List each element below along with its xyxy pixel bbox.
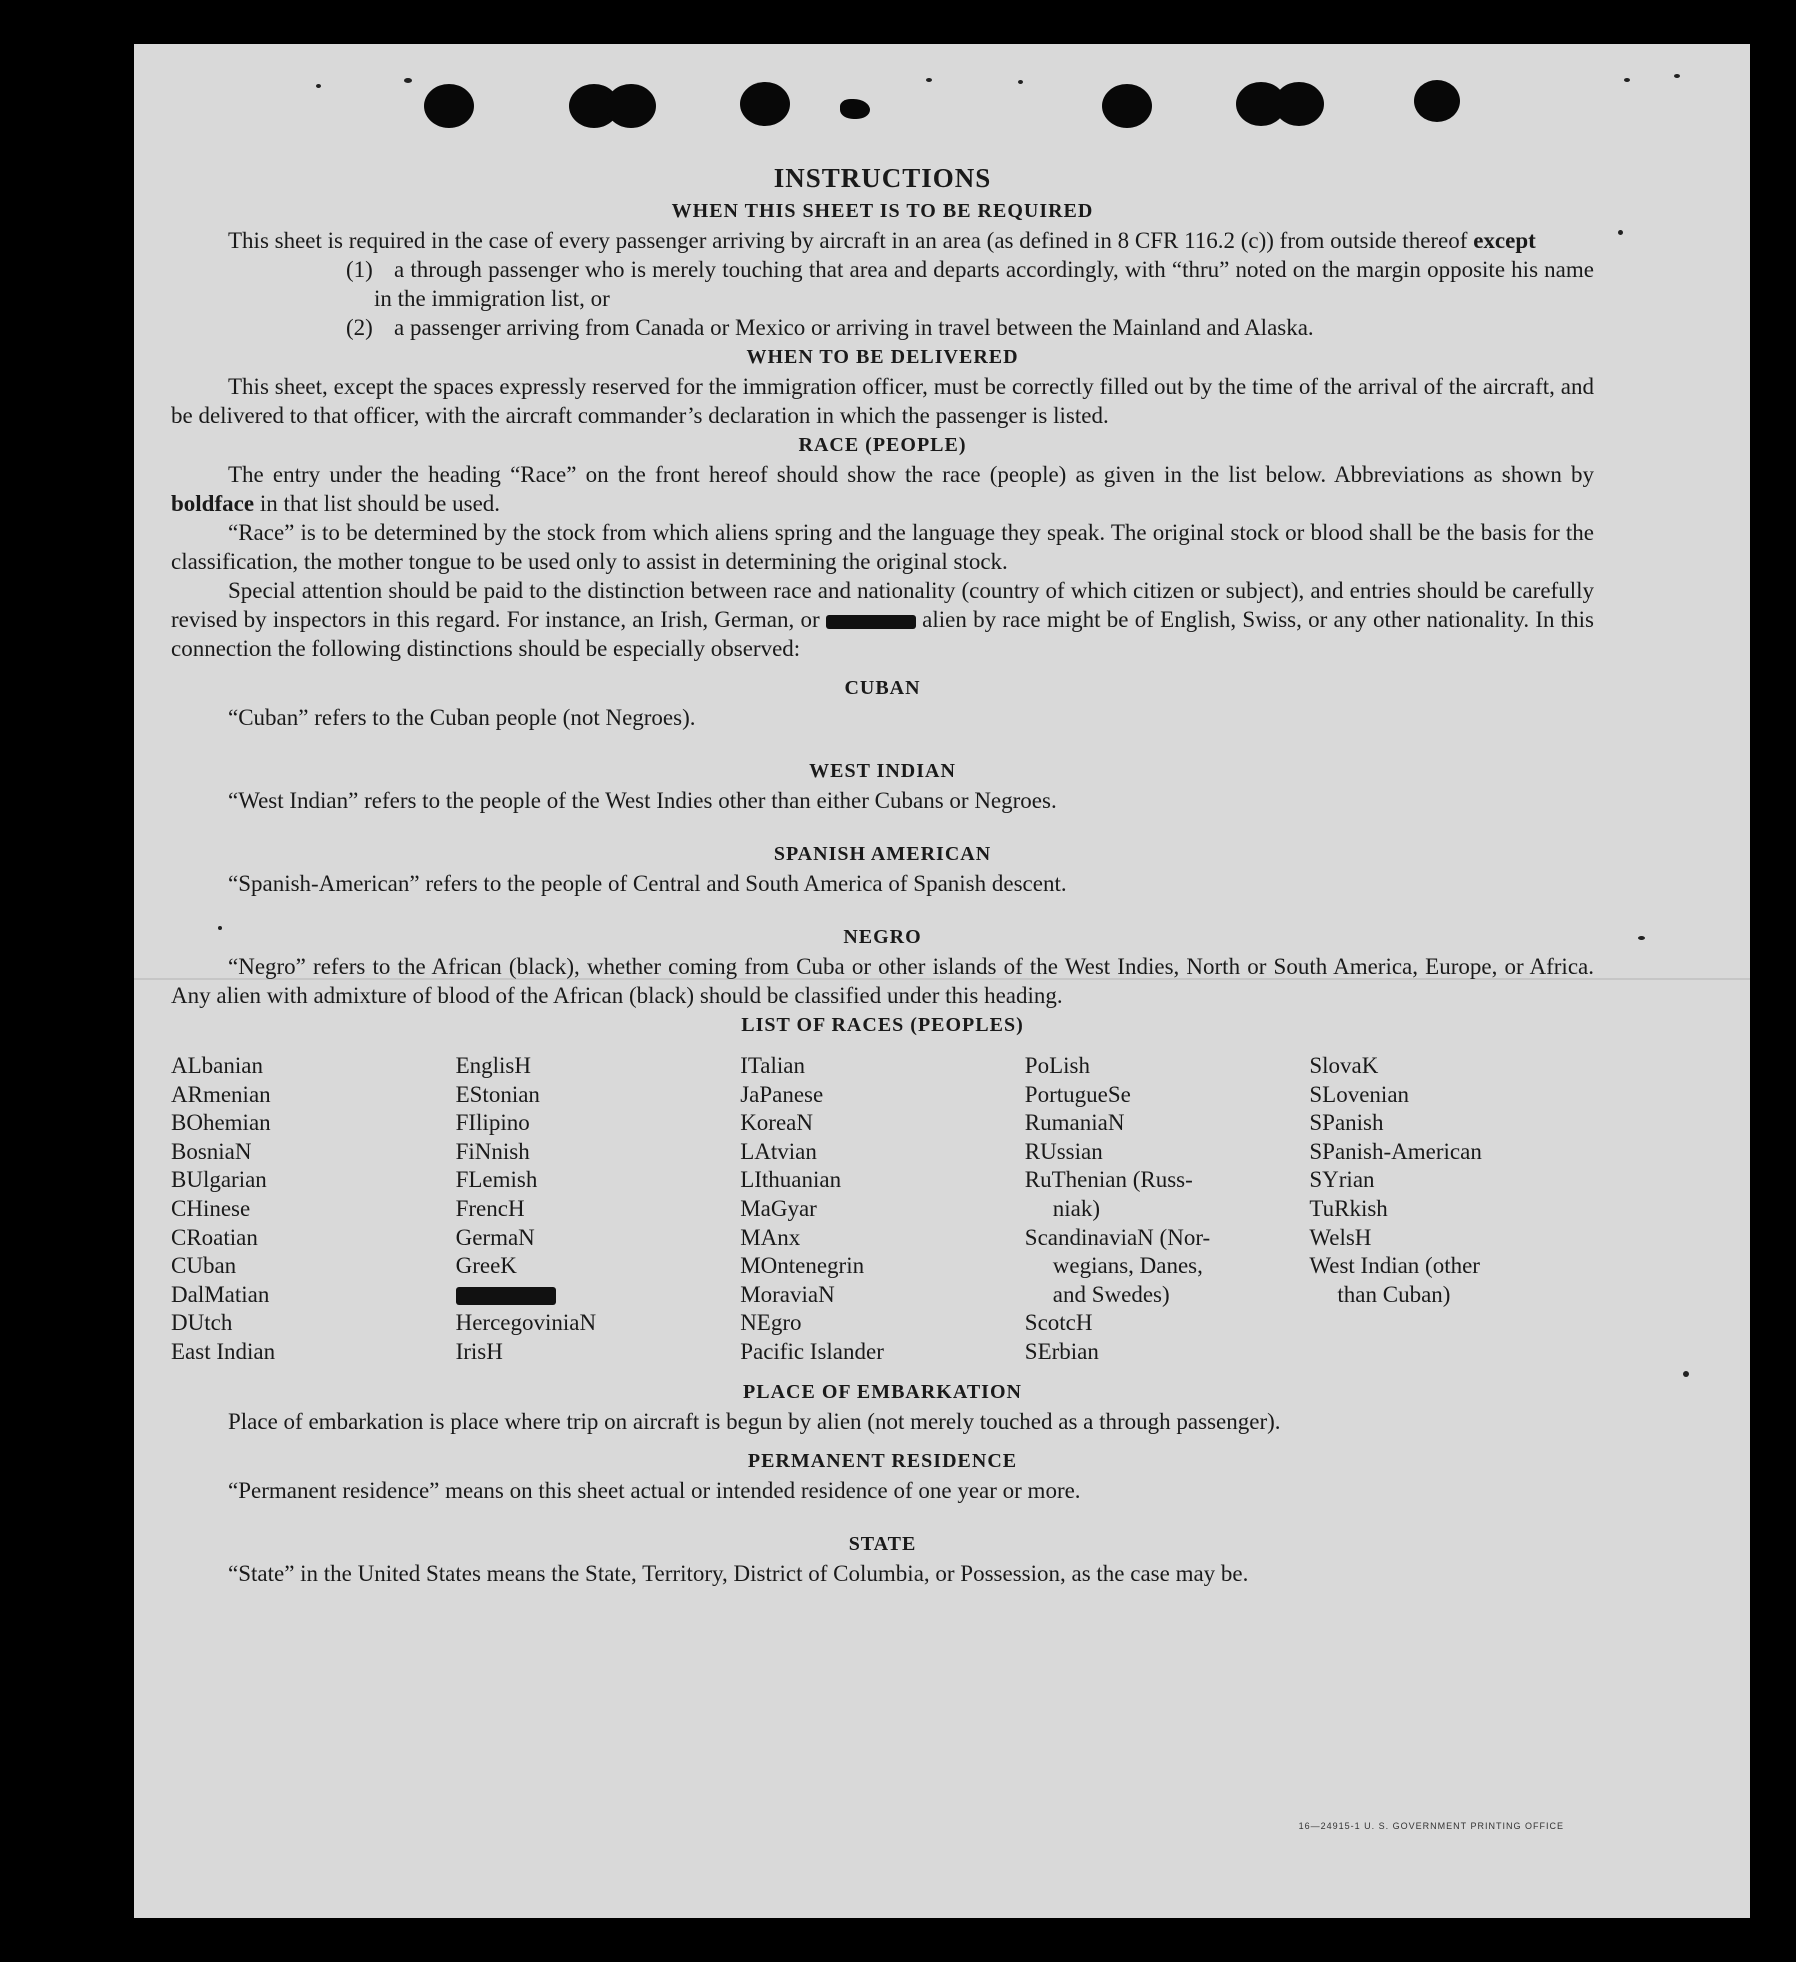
race-entry: than Cuban)	[1337, 1281, 1451, 1307]
race-entry: ITalian	[740, 1053, 805, 1078]
race-entry: GreeK	[455, 1253, 517, 1279]
race-entry: ALbanian	[171, 1053, 263, 1078]
race-entry: ARmenian	[171, 1081, 271, 1107]
race-entry: BosniaN	[171, 1138, 252, 1164]
race-entry: niak)	[1052, 1195, 1101, 1221]
race-entry: and Swedes)	[1052, 1281, 1170, 1307]
race-entry: EnglisH	[455, 1053, 531, 1078]
required-intro-text: This sheet is required in the case of every passenger arriving by aircraft in an area (as defined in 8 CFR 116.2 (c)) from outside thereof	[228, 228, 1468, 253]
race-entry: FrencH	[455, 1195, 525, 1221]
race-entry: FLemish	[455, 1167, 538, 1193]
printer-imprint: 16—24915-1 U. S. GOVERNMENT PRINTING OFFICE	[1298, 1821, 1564, 1831]
required-intro-except: except	[1473, 228, 1536, 253]
race-entry: LIthuanian	[740, 1167, 842, 1193]
speck	[1638, 936, 1645, 940]
race-list	[171, 1052, 1594, 1367]
race-entry: PoLish	[1024, 1053, 1090, 1078]
punch-hole	[840, 99, 870, 119]
race-entry: PortugueSe	[1024, 1081, 1131, 1107]
race-entry-redacted	[456, 1281, 741, 1310]
race-entry: LAtvian	[740, 1138, 817, 1164]
race-p1-text-b: in that list should be used.	[259, 491, 501, 516]
redaction-mark	[456, 1287, 556, 1305]
punch-hole	[424, 84, 474, 128]
race-entry: RUssian	[1024, 1138, 1103, 1164]
race-entry: WelsH	[1309, 1224, 1372, 1250]
race-entry: SLovenian	[1309, 1081, 1410, 1107]
item-text: a passenger arriving from Canada or Mexico or arriving in travel between the Mainland and Alaska.	[394, 315, 1314, 340]
instructions-content	[171, 160, 1594, 1588]
speck	[1018, 80, 1023, 84]
race-entry: NEgro	[740, 1310, 802, 1336]
race-entry: HercegoviniaN	[455, 1310, 597, 1336]
speck	[1624, 78, 1630, 82]
race-entry: JaPanese	[740, 1081, 824, 1107]
race-p1-boldface: boldface	[171, 491, 255, 516]
race-p1-text-a: The entry under the heading “Race” on the front hereof should show the race (people) as given in the list below. Abbreviations as shown by	[228, 462, 1594, 487]
redaction-mark	[826, 615, 916, 629]
race-p3-text-b: alien by race might be of English, Swiss, or any other nationality. In this connection the following distinctions should be especially observed:	[171, 607, 1594, 661]
race-entry: FIlipino	[455, 1110, 530, 1136]
race-entry: CUban	[171, 1253, 237, 1279]
required-item-2	[171, 313, 1594, 342]
race-entry: CHinese	[171, 1195, 251, 1221]
race-entry: Pacific Islander	[740, 1338, 884, 1364]
race-entry: wegians, Danes,	[1052, 1253, 1203, 1279]
heading-cuban: CUBAN	[844, 677, 921, 699]
race-entry: ScotcH	[1024, 1310, 1093, 1336]
race-entry: RumaniaN	[1024, 1110, 1125, 1136]
race-column-5	[1309, 1052, 1594, 1367]
speck	[404, 78, 412, 83]
race-entry: SYrian	[1309, 1167, 1375, 1193]
race-entry: KoreaN	[740, 1110, 813, 1136]
speck	[926, 78, 932, 82]
race-entry: East Indian	[171, 1338, 276, 1364]
residence-text: “Permanent residence” means on this sheet actual or intended residence of one year or more.	[228, 1477, 1081, 1503]
required-item-1	[171, 255, 1594, 313]
race-entry: CRoatian	[171, 1224, 258, 1250]
race-paragraph-2: “Race” is to be determined by the stock from which aliens spring and the language they speak. The original stock or blood shall be the basis for the classification, the mother tongue to be used only to assist in determining the original stock.	[171, 520, 1594, 574]
race-entry: MAnx	[740, 1224, 801, 1250]
race-entry: SErbian	[1024, 1338, 1099, 1364]
document-sheet	[134, 44, 1750, 1918]
race-entry: ScandinaviaN (Nor-	[1024, 1224, 1211, 1250]
speck	[1683, 1371, 1689, 1377]
race-entry: FiNnish	[455, 1138, 530, 1164]
heading-list-of-races: LIST OF RACES (PEOPLES)	[741, 1014, 1024, 1036]
race-p3-text-a: Special attention should be paid to the distinction between race and nationality (country of which citizen or subject), and entries should be carefully revised by inspectors in this regard. For instance, an Irish, German, or	[171, 578, 1594, 632]
race-entry: DUtch	[171, 1310, 233, 1336]
race-paragraph-1	[171, 460, 1594, 518]
heading-west-indian: WEST INDIAN	[809, 760, 956, 782]
punch-hole	[740, 82, 790, 126]
heading-when-required: WHEN THIS SHEET IS TO BE REQUIRED	[671, 200, 1094, 222]
punch-hole	[1414, 80, 1460, 122]
race-entry: BUlgarian	[171, 1167, 267, 1193]
race-entry: GermaN	[455, 1224, 535, 1250]
race-entry: EStonian	[455, 1081, 540, 1107]
race-entry: MoraviaN	[740, 1281, 835, 1307]
race-entry: IrisH	[455, 1338, 503, 1364]
race-entry: MOntenegrin	[740, 1253, 865, 1279]
item-number: (1)	[346, 257, 373, 282]
heading-spanish-american: SPANISH AMERICAN	[773, 843, 992, 865]
race-entry: TuRkish	[1309, 1195, 1388, 1221]
heading-negro: NEGRO	[843, 926, 922, 948]
item-text: a through passenger who is merely touching that area and departs accordingly, with “thru” noted on the margin opposite his name in the immigration list, or	[374, 257, 1594, 311]
race-entry: BOhemian	[171, 1110, 271, 1136]
punch-hole	[606, 84, 656, 128]
heading-permanent-residence: PERMANENT RESIDENCE	[747, 1449, 1018, 1472]
item-number: (2)	[346, 315, 373, 340]
punch-hole	[1274, 82, 1324, 126]
speck	[316, 84, 321, 88]
state-text: “State” in the United States means the State, Territory, District of Columbia, or Possession, as the case may be.	[228, 1560, 1249, 1586]
race-column-1	[171, 1052, 456, 1367]
race-entry: MaGyar	[740, 1195, 817, 1221]
race-column-4	[1025, 1052, 1310, 1367]
delivered-text: This sheet, except the spaces expressly reserved for the immigration officer, must be correctly filled out by the time of the arrival of the aircraft, and be delivered to that officer, with the aircraft commander’s declaration in which the passenger is listed.	[171, 374, 1594, 428]
punch-hole	[1102, 84, 1152, 128]
spanish-american-text: “Spanish-American” refers to the people of Central and South America of Spanish descent.	[228, 871, 1067, 896]
negro-text: “Negro” refers to the African (black), whether coming from Cuba or other islands of the West Indies, North or South America, Europe, or Africa. Any alien with admixture of blood of the African (black) should be classified under this heading.	[171, 954, 1594, 1008]
race-column-2	[456, 1052, 741, 1367]
embarkation-text: Place of embarkation is place where trip on aircraft is begun by alien (not merely touched as a through passenger).	[228, 1408, 1281, 1434]
cuban-text: “Cuban” refers to the Cuban people (not Negroes).	[228, 705, 696, 730]
speck	[1674, 74, 1680, 78]
race-entry: DalMatian	[171, 1281, 270, 1307]
speck	[1618, 230, 1623, 235]
race-entry: SlovaK	[1309, 1053, 1379, 1078]
race-entry: West Indian (other	[1309, 1253, 1480, 1279]
heading-state: STATE	[848, 1532, 917, 1555]
race-paragraph-3	[171, 576, 1594, 663]
west-indian-text: “West Indian” refers to the people of the West Indies other than either Cubans or Negroes.	[228, 788, 1057, 813]
page-title: INSTRUCTIONS	[773, 163, 992, 193]
race-entry: SPanish	[1309, 1110, 1384, 1136]
heading-when-delivered: WHEN TO BE DELIVERED	[746, 346, 1019, 368]
race-entry: RuThenian (Russ-	[1024, 1167, 1193, 1193]
race-column-3	[740, 1052, 1025, 1367]
heading-race: RACE (PEOPLE)	[798, 434, 967, 456]
heading-place-of-embarkation: PLACE OF EMBARKATION	[743, 1380, 1022, 1403]
required-intro	[171, 226, 1594, 255]
race-entry: SPanish-American	[1309, 1138, 1482, 1164]
